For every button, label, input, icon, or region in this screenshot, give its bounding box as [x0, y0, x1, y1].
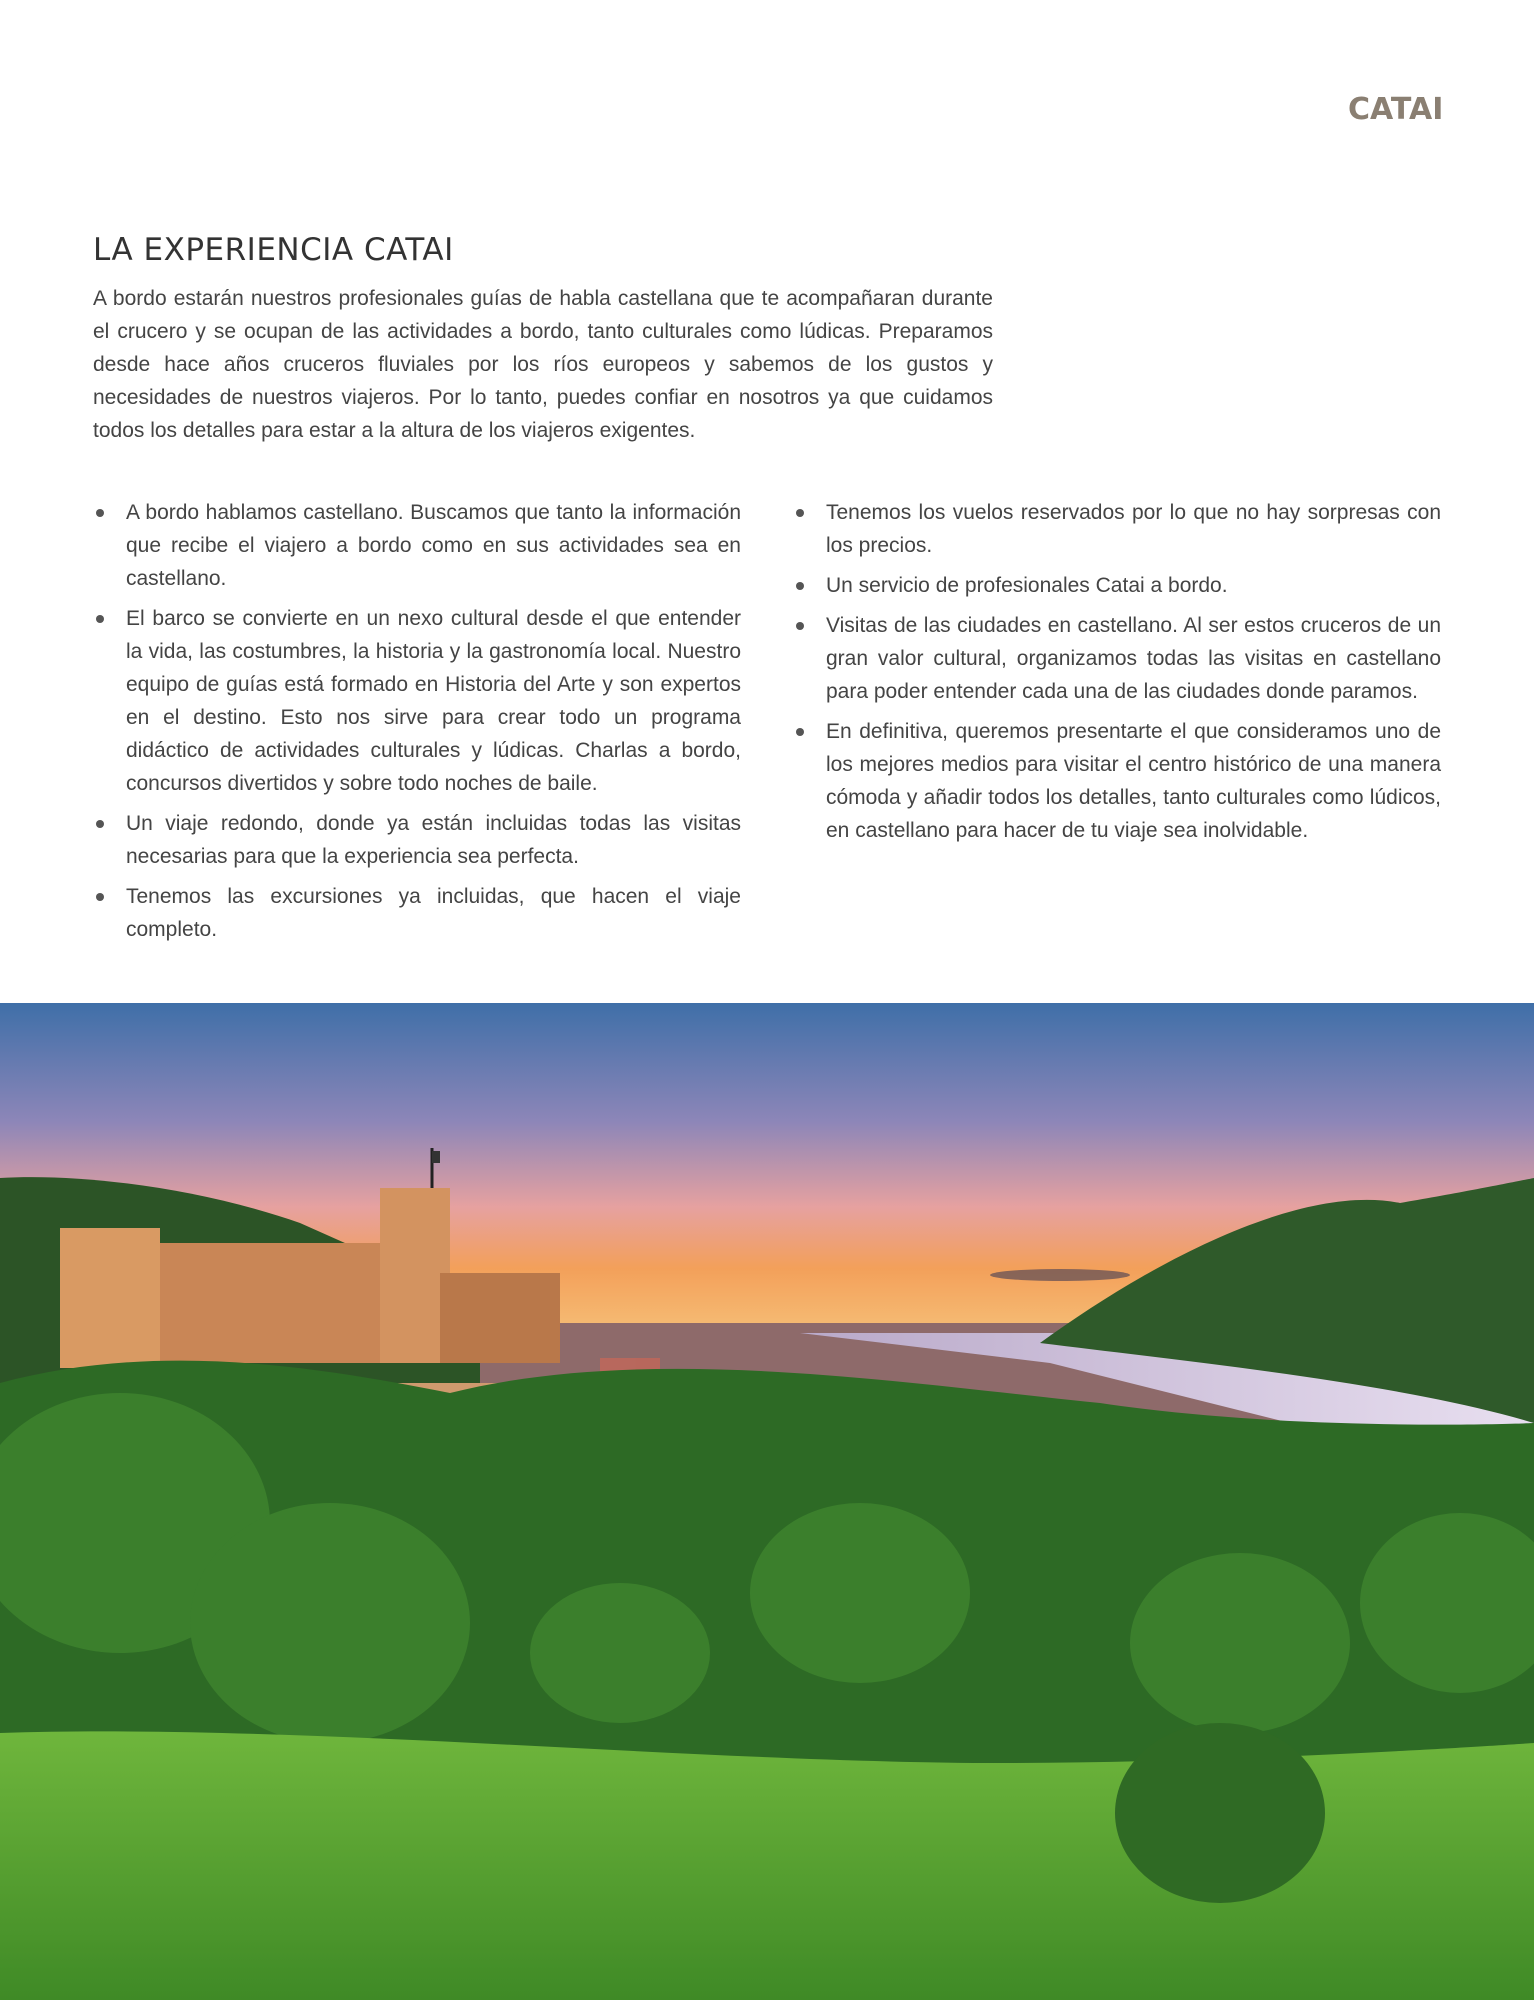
- bullet-icon: [796, 509, 804, 517]
- list-item: [93, 602, 741, 800]
- bullet-icon: [96, 509, 104, 517]
- bullet-icon: [796, 622, 804, 630]
- list-item-text: Un viaje redondo, donde ya están incluidas todas las visitas necesarias para que la experiencia sea perfecta.: [126, 812, 741, 868]
- list-item-text: El barco se convierte en un nexo cultural desde el que entender la vida, las costumbres, la historia y la gastronomía local. Nuestro equipo de guías está formado en Historia del Arte y son expertos en el destino. Esto nos sirve para crear todo un programa didáctico de actividades culturales y lúdicas. Charlas a bordo, concursos divertidos y sobre todo noches de baile.: [126, 607, 741, 795]
- list-item: [793, 496, 1441, 562]
- list-item: [793, 609, 1441, 708]
- list-item: [93, 807, 741, 873]
- list-item-text: Visitas de las ciudades en castellano. Al ser estos cruceros de un gran valor cultural, organizamos todas las visitas en castellano para poder entender cada una de las ciudades donde paramos.: [826, 614, 1441, 703]
- list-item-text: A bordo hablamos castellano. Buscamos que tanto la información que recibe el viajero a bordo como en sus actividades sea en castellano.: [126, 501, 741, 590]
- bullet-icon: [96, 820, 104, 828]
- intro-paragraph: A bordo estarán nuestros profesionales guías de habla castellana que te acompañaran durante el crucero y se ocupan de las actividades a bordo, tanto culturales como lúdicas. Preparamos desde hace años cruceros fluviales por los ríos europeos y sabemos de los gustos y necesidades de nuestros viajeros. Por lo tanto, puedes confiar en nosotros ya que cuidamos todos los detalles para estar a la altura de los viajeros exigentes.: [93, 287, 993, 442]
- bullet-icon: [796, 582, 804, 590]
- logo-text: CATAI: [1348, 92, 1444, 127]
- list-item: [93, 496, 741, 595]
- bullet-icon: [96, 893, 104, 901]
- bullet-icon: [96, 615, 104, 623]
- list-item-text: En definitiva, queremos presentarte el que consideramos uno de los mejores medios para visitar el centro histórico de una manera cómoda y añadir todos los detalles, tanto culturales como lúdicos, en castellano para hacer de tu viaje sea inolvidable.: [826, 720, 1441, 842]
- bush: [1115, 1723, 1325, 1903]
- heidelberg-castle-photo: [0, 1003, 1534, 2000]
- list-item: [93, 880, 741, 946]
- bullet-list-left: [93, 496, 741, 953]
- list-item-text: Tenemos las excursiones ya incluidas, que hacen el viaje completo.: [126, 885, 741, 941]
- bullet-list-right: [793, 496, 1441, 854]
- page-title: LA EXPERIENCIA CATAI: [93, 232, 454, 268]
- list-item-text: Tenemos los vuelos reservados por lo que no hay sorpresas con los precios.: [826, 501, 1441, 557]
- bullet-icon: [796, 728, 804, 736]
- list-item-text: Un servicio de profesionales Catai a bordo.: [826, 574, 1228, 597]
- catai-logo: [1348, 92, 1443, 127]
- list-item: [793, 569, 1441, 602]
- list-item: [793, 715, 1441, 847]
